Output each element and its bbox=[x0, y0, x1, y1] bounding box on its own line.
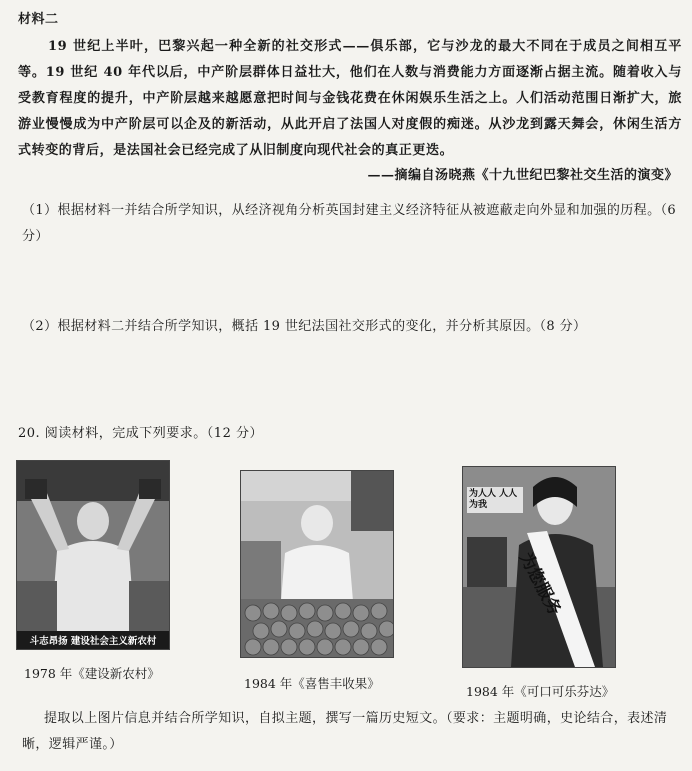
poster-harvest-sale bbox=[240, 470, 394, 658]
poster-new-village bbox=[16, 460, 170, 650]
question-2: （2）根据材料二并结合所学知识，概括 19 世纪法国社交形式的变化，并分析其原因。（8 分） bbox=[22, 319, 587, 334]
material2-paragraph: 19 世纪上半叶，巴黎兴起一种全新的社交形式——俱乐部，它与沙龙的最大不同在于成员之间相互平等。19 世纪 40 年代以后，中产阶层群体日益壮大，他们在人数与消费能力方面逐渐占据主流。随着收入与受教育程度的提升，中产阶层越来越愿意把时间与金钱花费在休闲娱乐生活之上。人们活动范围日渐扩大，旅游业慢慢成为中产阶层可以企及的新活动，从此开启了法国人对度假的痴迷。从沙龙到露天舞会，休闲生活方式转变的背后，是法国社会已经完成了从旧制度向现代社会的真正更迭。 bbox=[18, 39, 682, 158]
poster-coca-cola-fanta bbox=[462, 466, 616, 668]
poster-harvest-sale-caption: 1984 年《喜售丰收果》 bbox=[244, 676, 380, 691]
poster-coca-cola-fanta-caption: 1984 年《可口可乐芬达》 bbox=[466, 684, 615, 699]
poster-harvest-sale-image bbox=[241, 471, 393, 657]
poster-coca-cola-fanta-sash: 为您服务 bbox=[514, 549, 565, 619]
poster-new-village-caption: 1978 年《建设新农村》 bbox=[24, 666, 160, 681]
question-20-instruction: 提取以上图片信息并结合所学知识，自拟主题，撰写一篇历史短文。（要求：主题明确，史论结合，表述清晰，逻辑严谨。） bbox=[22, 711, 668, 752]
material2-heading: 材料二 bbox=[18, 12, 59, 27]
poster-new-village-banner: 斗志昂扬 建设社会主义新农村 bbox=[29, 636, 157, 647]
question-20-title: 20. 阅读材料，完成下列要求。（12 分） bbox=[18, 426, 263, 441]
poster-new-village-image bbox=[17, 461, 169, 649]
question-1: （1）根据材料一并结合所学知识，从经济视角分析英国封建主义经济特征从被遮蔽走向外显和加强的历程。（6 分） bbox=[22, 203, 677, 244]
material2-source: ——摘编自汤晓燕《十九世纪巴黎社交生活的演变》 bbox=[367, 168, 678, 183]
poster-coca-cola-fanta-sign: 为人人 人人为我 bbox=[469, 489, 518, 510]
